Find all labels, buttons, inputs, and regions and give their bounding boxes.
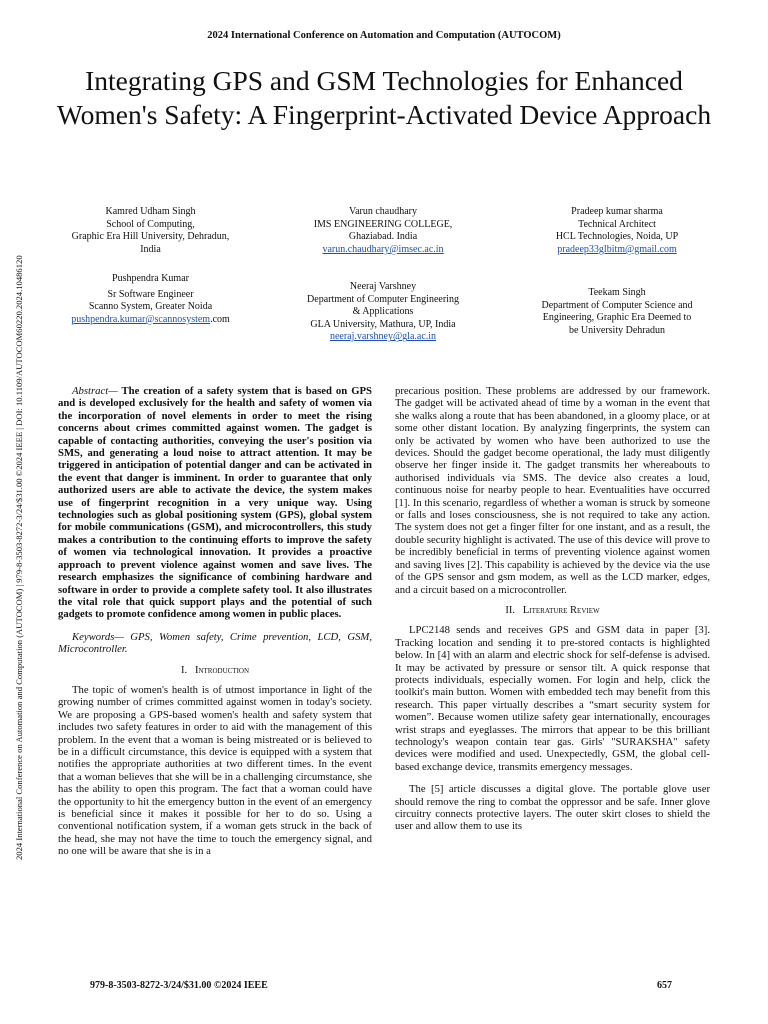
author-block [283, 281, 483, 344]
author-block [512, 287, 722, 337]
author-email-line [48, 314, 253, 327]
keywords-text: GPS, Women safety, Crime prevention, LCD, GSM, Microcontroller. [58, 630, 373, 656]
author-affiliation: Department of Computer Science and [541, 299, 693, 311]
author-name: Pushpendra Kumar [112, 273, 189, 284]
paper-title: Integrating GPS and GSM Technologies for Enhanced Women's Safety: A Fingerprint-Activated Device Approach [56, 65, 712, 130]
author-affiliation: Department of Computer Engineering [307, 293, 459, 305]
abstract [58, 385, 372, 621]
author-affiliation: Engineering, Graphic Era Deemed to [542, 312, 692, 324]
section-heading [395, 605, 710, 617]
author-name: Varun chaudhary [348, 206, 418, 217]
abstract-text: The creation of a safety system that is based on GPS and is developed exclusively for the health and safety of women via the incorporation of novel elements in order to meet the rising concerns about crimes committed against women. The gadget is capable of contacting authorities, conveying the user's position via SMS, and generating a loud noise to attract attention. It may be triggered in anticipation of potential danger and can be activated in the event that danger is imminent. In order to guarantee that only authorized users are able to activate the device, the system makes use of fingerprint recognition in a very unique way. Using technologies such as global positioning system (GPS), global system for mobile communications (GSM), and microcontrollers, this study makes a contribution to the continuing efforts to improve the safety of women via technological innovation. It provides a proactive approach to prevent violence against women and save lives. The research emphasizes the significance of combining hardware and software in order to provide a complete safety tool. It also illustrates the vital role that quick support plays and the potential of such gadgets to promote confidence among women in public places. [58, 385, 372, 621]
author-name: Kamred Udham Singh [105, 206, 196, 217]
body-paragraph: precarious position. These problems are addressed by our framework. The gadget will be activated ahead of time by a woman in the event that she walks along a route that has been abandoned, in a gloomy place, or at some other distant location. By analyzing fingerprints, the system can only be activated by women who have been authorized to use the devices. Should the gadget become operational, the lady must diligently observe her finger inside it. The gadget transmits her whereabouts to authorised individuals via SMS. The device also creates a loud, continuous noise for nearby people to hear. Eventualities have occurred [1]. In this scenario, regardless of whether a woman is struck by someone or falls and loses consciousness, she is not required to take any action. The system does not get a finger filter for one instant, and as a result, the double security highlight is activated. The use of this device will prove to be incredibly beneficial in terms of preventing violence against women and saving lives [2]. This capability is achieved by the device via the use of the GPS sensor and gsm modem, as well as the LCD marker, edges, and a circuit based on a microcontroller. [395, 385, 710, 596]
email-suffix: .com [210, 313, 230, 325]
author-block [48, 273, 253, 326]
left-column [58, 385, 372, 858]
author-affiliation: Scanno System, Greater Noida [88, 301, 213, 313]
right-column [395, 385, 710, 833]
author-email-link[interactable]: pushpendra.kumar@scannosystem [71, 313, 211, 325]
author-affiliation: School of Computing, [106, 218, 195, 230]
section-number: II. [505, 604, 516, 616]
footer-copyright: 979-8-3503-8272-3/24/$31.00 ©2024 IEEE [90, 980, 268, 991]
author-affiliation: be University Dehradun [568, 324, 666, 336]
section-heading [58, 665, 372, 677]
author-affiliation: & Applications [352, 306, 414, 318]
body-paragraph: The [5] article discusses a digital glove. The portable glove user should remove the ring to combat the oppressor and be safe. Inner glove circuitry connects protective layers. The outer skirt closes to shield the user and allow them to use its [395, 783, 710, 833]
author-email-link[interactable]: neeraj.varshney@gla.ac.in [329, 331, 437, 343]
section-title: Literature Review [522, 604, 600, 616]
author-name: Neeraj Varshney [349, 281, 417, 292]
author-affiliation: IMS ENGINEERING COLLEGE, [313, 218, 453, 230]
author-name: Pradeep kumar sharma [571, 206, 663, 217]
conference-header: 2024 International Conference on Automation and Computation (AUTOCOM) [207, 30, 561, 41]
section-number: I. [180, 664, 188, 676]
page-number: 657 [657, 980, 672, 991]
author-affiliation: India [140, 243, 161, 255]
author-affiliation: Technical Architect [578, 218, 656, 230]
author-affiliation: Ghaziabad. India [348, 231, 418, 243]
author-email-link[interactable]: varun.chaudhary@imsec.ac.in [322, 243, 444, 255]
abstract-label: Abstract— [72, 385, 118, 397]
author-name: Teekam Singh [588, 287, 646, 298]
author-affiliation: Graphic Era Hill University, Dehradun, [71, 231, 230, 243]
author-email-link[interactable]: pradeep33glbitm@gmail.com [557, 243, 677, 255]
doi-sidebar: 2024 International Conference on Automation and Computation (AUTOCOM) | 979-8-3503-8272-3/24/$31.00 ©2024 IEEE | DOI: 10.1109/AUTOCOM60220.2024.10486120 [14, 255, 24, 860]
author-affiliation: Sr Software Engineer [107, 288, 194, 300]
author-block [48, 206, 253, 256]
author-affiliation: HCL Technologies, Noida, UP [555, 231, 679, 243]
keywords [58, 631, 372, 656]
section-title: Introduction [194, 664, 250, 676]
author-affiliation: GLA University, Mathura, UP, India [310, 318, 456, 330]
keywords-label: Keywords— [72, 630, 124, 643]
body-paragraph: LPC2148 sends and receives GPS and GSM data in paper [3]. Tracking location and sending it to pre-stored contacts is highlighted below. In [4] with an alarm and electric shock for self-defense is advised. It may be activated by pressure or sensor tilt. A quick response that protects individuals, especially women. For login and help, click the toolkit's main button. Women with embedded tech may benefit from this research. This paper virtually describes a “smart security system for women”. Because women utilize safety gear internationally, encourages wrist straps and eyeglasses. The mirrors that appear to be this brilliant technology's weapon contain tear gas. Girls' "SURAKSHA" safety devices were modified and used. Unexpectedly, GSM, the global cell-based exchange device, transmits emergency messages. [395, 624, 710, 773]
author-block [283, 206, 483, 256]
body-paragraph: The topic of women's health is of utmost importance in light of the growing number of crimes committed against women in today's society. We are proposing a GPS-based women's health and safety system that includes two safety features in order to aid with the management of this problem. In the event that a woman is being mistreated or is believed to be in a difficult circumstance, this device is equipped with a system that notifies the appropriate authorities at two different times. In the event that a woman believes that she will be in a challenging circumstance, she has the ability to open this program. The fact that a woman could have the opportunity to hit the emergency button in the event of an emergency is beneficial since it makes it possible for her to do so. Using a conventional notification system, if a woman gets struck in the back of the head, she may not have the time to touch the emergency signal, and no one will be aware that she is in a [58, 683, 372, 858]
author-block [512, 206, 722, 256]
